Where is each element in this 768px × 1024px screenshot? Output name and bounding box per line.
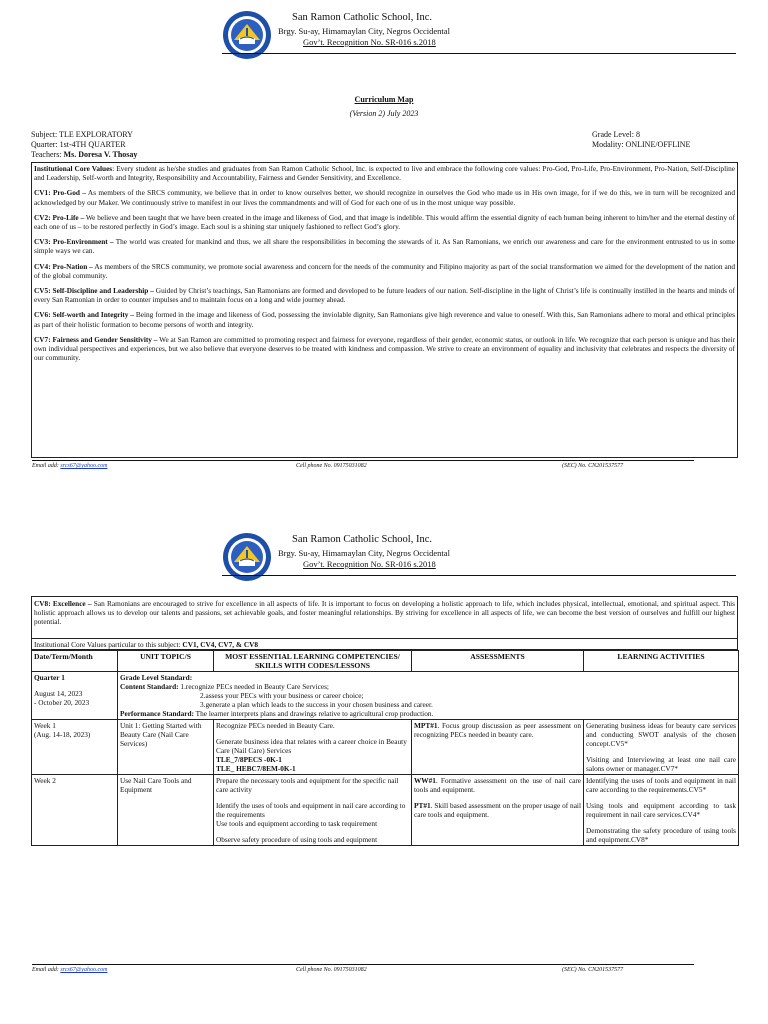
email-link[interactable]: srcs67@yahoo.com: [60, 967, 108, 973]
activity-item: Identifying the uses of tools and equipment in nail care according to the requirements.CV5*: [586, 776, 736, 794]
quarter-label: Quarter 1: [34, 673, 65, 682]
activities-cell: [584, 775, 739, 846]
activity-item: Demonstrating the safety procedure of using tools and equipment.CV8*: [586, 826, 736, 844]
week-label: Week 1: [34, 721, 56, 730]
activity-item: Visiting and Interviewing at least one nail care salons owner or manager.CV7*: [586, 755, 736, 773]
quarter-cell: [32, 672, 118, 720]
footer-email-label: Email add:: [32, 967, 61, 973]
activities-cell: [584, 720, 739, 775]
document-page-2: [0, 512, 768, 1024]
document-version: (Version 2) July 2023: [349, 109, 419, 118]
activity-item: Using tools and equipment according to task requirement in nail care services.CV4*: [586, 801, 736, 819]
assessment-cell: [412, 720, 584, 775]
footer-rule: [32, 460, 694, 461]
assessment-cell: [412, 775, 584, 846]
core-values-intro-text: : Every student as he/she studies and graduates from San Ramon Catholic School, Inc. is expected to live and embrace the following core values: Pro-God, Pro-Life, Pro-Environment, Pro-Nation, Self-Discipline and Leadership, Self-worth and Integrity, Responsibility and Accountability, Fairness and Gender Sensitivity, and Excellence.: [34, 164, 736, 183]
core-value-cv5: [34, 286, 735, 304]
melc-item: Observe safety procedure of using tools and equipment: [216, 835, 378, 844]
footer-rule: [32, 964, 694, 965]
teachers-line: [31, 150, 137, 160]
melc-item: Recognize PECs needed in Beauty Care.: [216, 721, 335, 730]
document-page-1: [0, 0, 768, 488]
school-header: [0, 522, 768, 582]
performance-standard-text: The learner interprets plans and drawings relative to agricultural crop production.: [193, 709, 434, 718]
melc-cell: [214, 775, 412, 846]
teachers-label: Teachers:: [31, 150, 64, 159]
school-address: Brgy. Su-ay, Himamaylan City, Negros Occidental: [278, 548, 450, 558]
core-value-label: CV1: Pro-God –: [34, 188, 86, 198]
modality-line: Modality: ONLINE/OFFLINE: [592, 140, 691, 149]
unit-cell: Unit 1: Getting Started with Beauty Care (Nail Care Services): [118, 720, 214, 775]
assessment-text: . Focus group discussion as peer assessment on recognizing PECs needed in beauty care.: [414, 721, 581, 739]
quarter-line: Quarter: 1st-4TH QUARTER: [31, 140, 126, 149]
core-value-label: CV3: Pro-Environment –: [34, 237, 114, 247]
core-value-text: As members of the SRCS community, we promote social awareness and concern for the needs of the community and Filipino majority as part of the social transformation we aimed for the development of the nation and of the global community.: [34, 261, 736, 280]
column-header-date: Date/Term/Month: [32, 651, 118, 672]
subject-core-values-line: [31, 639, 738, 650]
header-rule: [222, 575, 736, 576]
table-row: [32, 775, 739, 846]
core-value-label: CV7: Fairness and Gender Sensitivity –: [34, 334, 158, 344]
assessment-text: . Skill based assessment on the proper usage of nail care tools and equipment.: [414, 801, 581, 819]
melc-item: Identify the uses of tools and equipment in nail care according to the requirements: [216, 801, 406, 819]
footer-email: [32, 463, 107, 469]
core-value-text: As members of the SRCS community, we believe that in order to know ourselves better, we should recognize in ourselves the God who made us in His own image, for if we do this, we in turn will be recognized and acknowledged by our Maker. We continuously strive to manifest in our lives the commandments and will of God for each one of us in the most unique way possible.: [34, 188, 735, 207]
content-standard-3: 3.generate a plan which leads to the success in your chosen business and career.: [200, 700, 433, 709]
core-value-cv7: [34, 335, 735, 363]
assessment-item: [414, 776, 581, 794]
core-value-text: We believe and been taught that we have been created in the image and likeness of God, and that image is indelible. This would affirm the essential dignity of each human being inherent to him/her and the eternal destiny of each one of us – to be restored perfectly in God’s image. Each soul is a shining star uniquely fashioned to reflect God’s glory.: [34, 212, 735, 232]
header-rule: [222, 53, 736, 54]
footer-sec-number: (SEC) No. CN201537577: [562, 967, 624, 973]
table-row: [32, 720, 739, 775]
melc-item: Prepare the necessary tools and equipment for the specific nail care activity: [216, 776, 399, 794]
curriculum-map-table: [31, 650, 739, 846]
melc-item: Use tools and equipment according to task requirement: [216, 819, 378, 828]
core-value-cv3: [34, 237, 735, 255]
core-values-intro-label: Institutional Core Values: [34, 164, 113, 173]
grade-level-standard-label: Grade Level Standard:: [120, 673, 193, 682]
school-header: [0, 0, 768, 60]
core-value-cv1: [34, 188, 735, 206]
footer-phone: Cell phone No. 09175031082: [296, 967, 367, 973]
school-name: San Ramon Catholic School, Inc.: [292, 12, 432, 23]
week-dates: (Aug. 14-18, 2023): [34, 730, 91, 739]
email-link[interactable]: srcs67@yahoo.com: [60, 463, 108, 469]
column-header-activities: LEARNING ACTIVITIES: [584, 651, 739, 672]
core-value-text: We at San Ramon are committed to promoting respect and fairness for everyone, regardless of their gender, economic status, or outlook in life. We recognize that each person is unique and has their own individual perspectives and experiences, but we also believe that everyone deserves to be treated with kindness and compassion. We strive to create an environment of equality and inclusivity that celebrates and respects the diversity of our community.: [34, 334, 736, 363]
activity-item: Generating business ideas for beauty care services and conducting SWOT analysis of the chosen concept.CV5*: [586, 721, 736, 748]
assessment-label: PT#1: [414, 801, 431, 810]
core-value-cv4: [34, 262, 735, 280]
core-value-label: CV6: Self-worth and Integrity –: [34, 310, 134, 320]
week-cell: [32, 720, 118, 775]
footer-email: [32, 967, 107, 973]
melc-item: Generate business idea that relates with a career choice in Beauty Care (Nail Care) Services: [216, 737, 407, 755]
core-value-cv2: [34, 213, 735, 231]
core-value-text: Being formed in the image and likeness of God, possessing the inviolable dignity, San Ramonians give high reverence and value to oneself. With this, San Ramonians adhere to moral and ethical principles as part of their holistic formation to become persons of worth and integrity.: [34, 310, 735, 329]
footer-phone: Cell phone No. 09175031082: [296, 463, 367, 469]
assessment-label: WW#1: [414, 776, 436, 785]
core-value-text: San Ramonians are encouraged to strive for excellence in all aspects of life. It is important to focus on developing a holistic approach to life, which includes physical, intellectual, emotional, and spiritual aspect. This holistic approach allows us to develop our talents and passions, set achievable goals, and foster meaningful relationships. By striving for excellence in all aspects of life, we can become the best version of ourselves and fulfill our highest potential.: [34, 599, 735, 627]
assessment-item: [414, 801, 581, 819]
quarter-end-date: - October 20, 2023: [34, 698, 90, 707]
melc-code: TLE_7/8PECS -0K-1: [216, 755, 282, 764]
core-value-text: The world was created for mankind and thus, we all share the responsibilities in becoming the stewards of it. As San Ramonians, we enrich our awareness and care for the environment entrusted to us in some simple ways we can.: [34, 237, 735, 256]
column-header-melc: MOST ESSENTIAL LEARNING COMPETENCIES/ SKILLS WITH CODES/LESSONS: [214, 651, 412, 672]
content-standard-1: 1.recognize PECs needed in Beauty Care Services;: [178, 682, 329, 691]
school-name: San Ramon Catholic School, Inc.: [292, 534, 432, 545]
content-standard-line: [120, 682, 736, 691]
core-value-cv8: [31, 596, 738, 639]
content-standard-label: Content Standard:: [120, 682, 179, 691]
performance-standard-label: Performance Standard:: [120, 709, 194, 718]
melc-cell: [214, 720, 412, 775]
column-header-unit: UNIT TOPIC/S: [118, 651, 214, 672]
document-title: Curriculum Map: [354, 95, 414, 104]
core-value-label: CV8: Excellence –: [34, 599, 92, 608]
core-value-text: Guided by Christ’s teachings, San Ramonians are formed and developed to be future leaders of our nation. Self-discipline in the light of Christ’s life is continually instilled in the hearts and minds of every San Ramonian in order to counter impulses and to maintain focus on a long and wide journey ahead.: [34, 286, 735, 305]
page-gap: [0, 488, 768, 512]
week-cell: Week 2: [32, 775, 118, 846]
column-header-assessments: ASSESSMENTS: [412, 651, 584, 672]
core-value-label: CV5: Self-Discipline and Leadership –: [34, 286, 154, 296]
teachers-name: Ms. Doresa V. Thosay: [63, 150, 138, 159]
school-recognition: Gov’t. Recognition No. SR-016 s.2018: [303, 37, 436, 47]
core-values-box: [31, 162, 738, 458]
unit-cell: Use Nail Care Tools and Equipment: [118, 775, 214, 846]
standards-cell: [118, 672, 739, 720]
content-standard-2: 2.assess your PECs with your business or career choice;: [200, 691, 364, 700]
performance-standard-line: [120, 709, 736, 718]
subject-core-values: CV1, CV4, CV7, & CV8: [182, 640, 259, 649]
melc-code: TLE_ HEBC7/8EM-0K-1: [216, 764, 296, 773]
core-value-label: CV2: Pro-Life –: [34, 212, 85, 222]
core-value-label: CV4: Pro-Nation –: [34, 261, 93, 271]
school-recognition: Gov’t. Recognition No. SR-016 s.2018: [303, 559, 436, 569]
quarter-standards-row: [32, 672, 739, 720]
table-header-row: [32, 651, 739, 672]
assessment-label: MPT#1: [414, 721, 438, 730]
grade-level-line: Grade Level: 8: [592, 130, 640, 139]
footer-email-label: Email add:: [32, 463, 61, 469]
assessment-text: . Formative assessment on the use of nail care tools and equipment.: [414, 776, 581, 794]
core-value-cv6: [34, 310, 735, 328]
quarter-start-date: August 14, 2023: [34, 689, 83, 698]
core-values-intro: [34, 164, 735, 182]
footer-sec-number: (SEC) No. CN201537577: [562, 463, 624, 469]
subject-core-values-label: Institutional Core Values particular to this subject:: [34, 640, 183, 649]
school-address: Brgy. Su-ay, Himamaylan City, Negros Occidental: [278, 26, 450, 36]
subject-line: Subject: TLE EXPLORATORY: [31, 130, 133, 139]
